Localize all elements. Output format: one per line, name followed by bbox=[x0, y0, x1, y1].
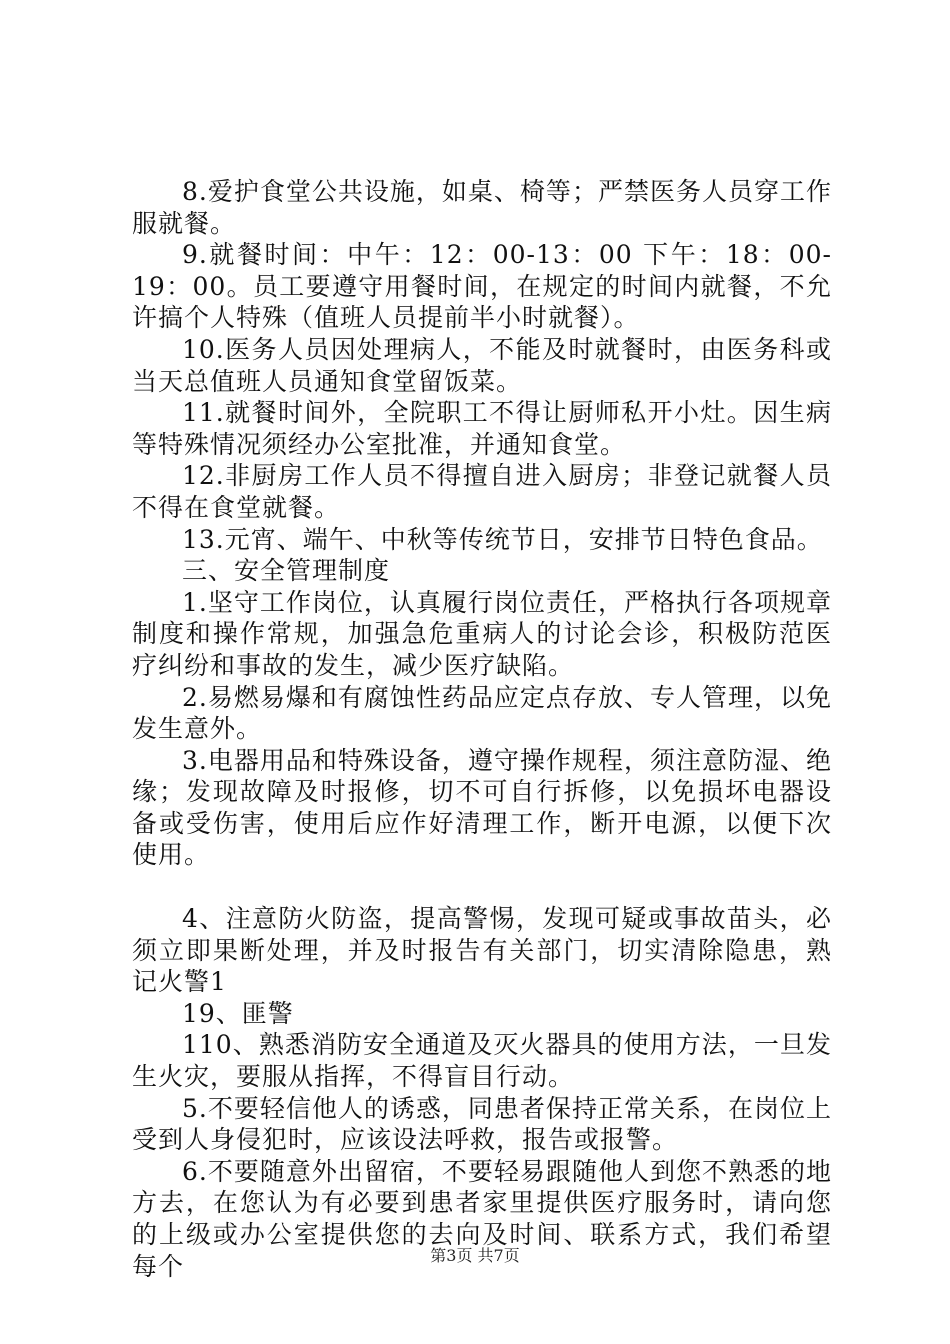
paragraph-13: 13.元宵、端午、中秋等传统节日，安排节日特色食品。 bbox=[182, 524, 823, 554]
paragraph-safety-2: 2.易燃易爆和有腐蚀性药品应定点存放、专人管理，以免发生意外。 bbox=[132, 682, 832, 744]
paragraph-12: 12.非厨房工作人员不得擅自进入厨房；非登记就餐人员不得在食堂就餐。 bbox=[132, 461, 832, 522]
paragraph-safety-3: 3.电器用品和特殊设备，遵守操作规程，须注意防湿、绝缘；发现故障及时报修，切不可自行拆修，以免损坏电器设备或受伤害，使用后应作好清理工作，断开电源，以便下次使用。 bbox=[132, 745, 832, 870]
paragraph-safety-4: 4、注意防火防盗，提高警惕，发现可疑或事故苗头，必须立即果断处理，并及时报告有关部门，切实清除隐患，熟记火警1 bbox=[132, 904, 832, 997]
paragraph-police: 19、匪警 bbox=[182, 998, 294, 1028]
paragraph-10: 10.医务人员因处理病人，不能及时就餐时，由医务科或当天总值班人员通知食堂留饭菜。 bbox=[132, 334, 832, 396]
document-body bbox=[132, 176, 832, 1282]
paragraph-fire-exit: 110、熟悉消防安全通道及灭火器具的使用方法，一旦发生火灾，要服从指挥，不得盲目行动。 bbox=[132, 1030, 832, 1092]
paragraph-9: 9.就餐时间：中午：12：00-13：00 下午：18：00-19：00。员工要遵守用餐时间，在规定的时间内就餐，不允许搞个人特殊（值班人员提前半小时就餐）。 bbox=[132, 240, 832, 333]
section-heading-safety: 三、安全管理制度 bbox=[182, 556, 391, 586]
paragraph-safety-1: 1.坚守工作岗位，认真履行岗位责任，严格执行各项规章制度和操作常规，加强急危重病人的讨论会诊，积极防范医疗纠纷和事故的发生，减少医疗缺陷。 bbox=[132, 587, 832, 680]
paragraph-gap bbox=[132, 871, 832, 903]
page-footer: 第3页 共7页 bbox=[430, 1246, 520, 1265]
paragraph-safety-6: 6.不要随意外出留宿，不要轻易跟随他人到您不熟悉的地方去，在您认为有必要到患者家里提供医疗服务时，请向您的上级或办公室提供您的去向及时间、联系方式，我们希望每个 bbox=[132, 1156, 832, 1281]
paragraph-8: 8.爱护食堂公共设施，如桌、椅等；严禁医务人员穿工作服就餐。 bbox=[132, 177, 832, 238]
paragraph-11: 11.就餐时间外，全院职工不得让厨师私开小灶。因生病等特殊情况须经办公室批准，并通知食堂。 bbox=[132, 398, 832, 459]
paragraph-safety-5: 5.不要轻信他人的诱惑，同患者保持正常关系，在岗位上受到人身侵犯时，应该设法呼救，报告或报警。 bbox=[132, 1093, 832, 1155]
